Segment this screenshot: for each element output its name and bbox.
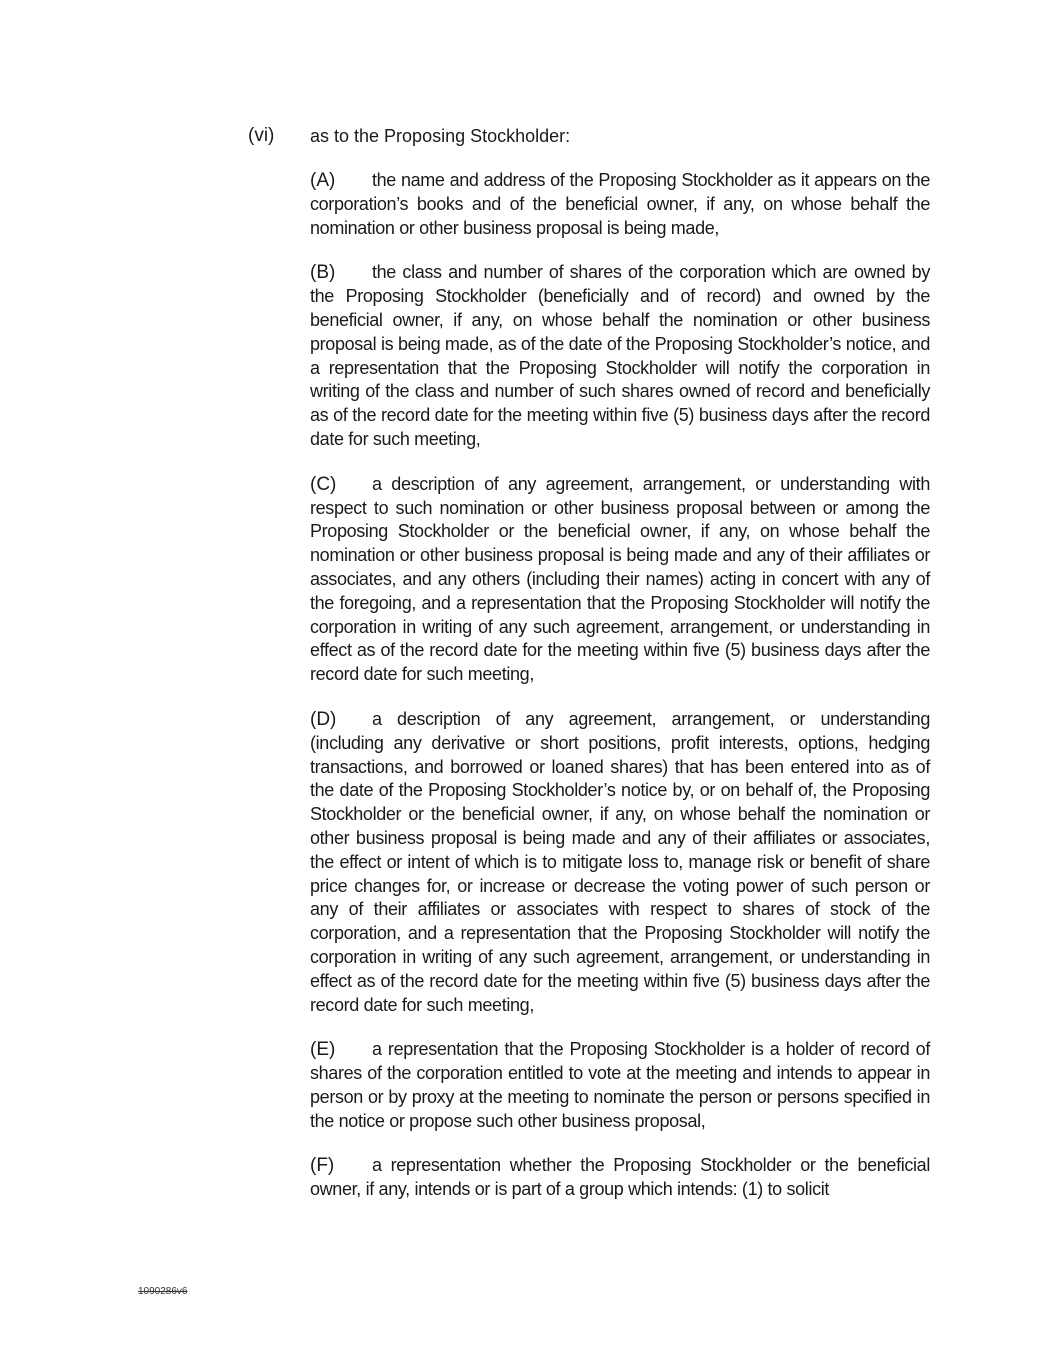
subitem-text: the name and address of the Proposing Stockholder as it appears on the corporation’s books and of the beneficial owner, if any, on whose behalf the nomination or other business proposal is being made, xyxy=(310,170,930,238)
document-id-footer: 1090286v6 xyxy=(138,1286,188,1297)
subitem-text: a description of any agreement, arrangement, or understanding (including any derivative or short positions, profit interests, options, hedging transactions, and borrowed or loaned shares) that has been entered into as of the date of the Proposing Stockholder’s notice by, or on behalf of, the Proposing Stockholder or the beneficial owner, if any, on whose behalf the nomination or other business proposal is being made and any of their affiliates or associates, the effect or intent of which is to mitigate loss to, manage risk or benefit of share price changes for, or increase or decrease the voting power of such person or any of their affiliates or associates with respect to shares of stock of the corporation, and a representation that the Proposing Stockholder will notify the corporation in writing of any such agreement, arrangement, or understanding in effect as of the record date for the meeting within five (5) business days after the record date for such meeting, xyxy=(310,708,930,1015)
subitem-text: a description of any agreement, arrangement, or understanding with respect to such nomination or other business proposal between or among the Proposing Stockholder or the beneficial owner, if any, on whose behalf the nomination or other business proposal is being made and any of their affiliates or associates, and any others (including their names) acting in concert with any of the foregoing, and a representation that the Proposing Stockholder will notify the corporation in writing of any such agreement, arrangement, or understanding in effect as of the record date for the meeting within five (5) business days after the record date for such meeting, xyxy=(310,473,930,685)
subitem-marker: (C) xyxy=(310,473,337,495)
subitem-text: a representation whether the Proposing Stockholder or the beneficial owner, if any, intends or is part of a group which intends: (1) to solicit xyxy=(310,1155,930,1200)
subitem-marker: (F) xyxy=(310,1155,335,1177)
subitem-b xyxy=(310,261,930,451)
subitem-marker: (E) xyxy=(310,1039,336,1061)
subitem-a xyxy=(310,169,930,240)
subitem-text: the class and number of shares of the corporation which are owned by the Proposing Stockholder (beneficially and of record) and owned by the beneficial owner, if any, on whose behalf the nomination or other business proposal is being made, as of the date of the Proposing Stockholder’s notice, and a representation that the Proposing Stockholder will notify the corporation in writing of the class and number of such shares owned of record and beneficially as of the record date for the meeting within five (5) business days after the record date for such meeting, xyxy=(310,262,930,449)
subitem-f xyxy=(310,1154,930,1202)
subitem-marker: (B) xyxy=(310,262,336,284)
subitem-text: a representation that the Proposing Stockholder is a holder of record of shares of the corporation entitled to vote at the meeting and intends to appear in person or by proxy at the meeting to nominate the person or persons specified in the notice or propose such other business proposal, xyxy=(310,1039,930,1131)
subitem-list xyxy=(310,169,930,1223)
subitem-d xyxy=(310,708,930,1017)
subitem-marker: (A) xyxy=(310,170,336,191)
subitem-marker: (D) xyxy=(310,708,337,730)
subitem-e xyxy=(310,1038,930,1133)
subitem-c xyxy=(310,473,930,687)
section-vi-marker: (vi) xyxy=(248,125,275,146)
section-vi-heading: as to the Proposing Stockholder: xyxy=(310,126,571,146)
